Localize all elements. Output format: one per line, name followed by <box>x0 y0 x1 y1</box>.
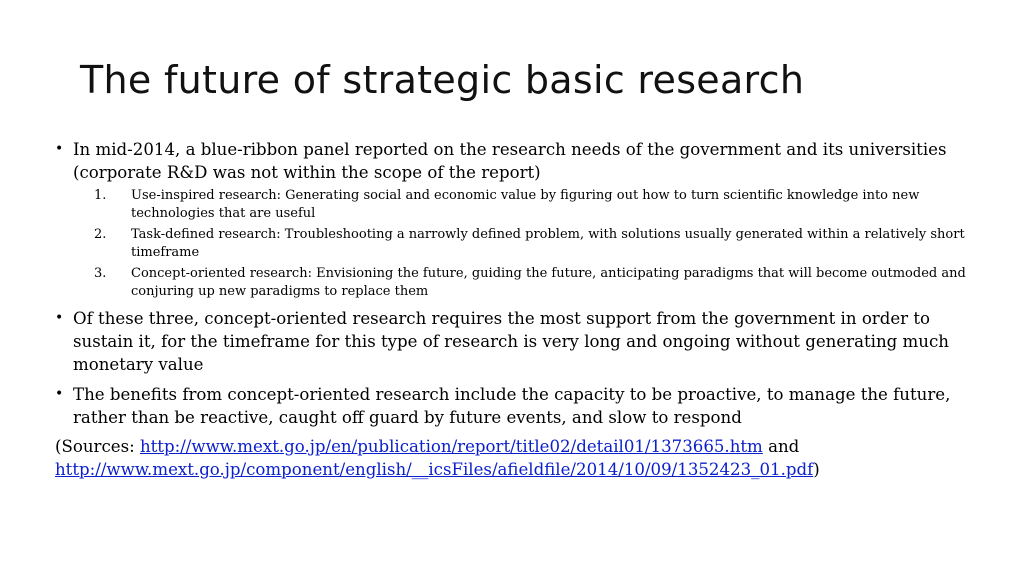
bullet-item <box>55 307 970 376</box>
item-text: Concept-oriented research: Envisioning the future, guiding the future, anticipating paradigms that will become outmoded and conjuring up new paradigms to replace them <box>131 266 966 299</box>
bullet-dot-icon: • <box>55 386 64 402</box>
numbered-item <box>55 226 970 262</box>
slide-body <box>55 138 970 481</box>
item-number: 3. <box>94 266 107 281</box>
sources-note <box>55 435 970 481</box>
source-link-1[interactable]: http://www.mext.go.jp/en/publication/report/title02/detail01/1373665.htm <box>139 437 763 456</box>
bullet-text: In mid-2014, a blue-ribbon panel reported on the research needs of the government and its universities (corporate R&D was not within the scope of the report) <box>73 140 947 182</box>
bullet-text: Of these three, concept-oriented research requires the most support from the government in order to sustain it, for the timeframe for this type of research is very long and ongoing without generating much monetary value <box>73 309 949 374</box>
item-text: Use-inspired research: Generating social and economic value by figuring out how to turn scientific knowledge into new technologies that are useful <box>131 188 920 221</box>
sources-and: and <box>762 437 800 456</box>
item-number: 2. <box>94 227 107 242</box>
sources-prefix: (Sources: <box>55 437 140 456</box>
numbered-list <box>55 187 970 301</box>
item-number: 1. <box>94 188 107 203</box>
numbered-item <box>55 265 970 301</box>
bullet-dot-icon: • <box>55 310 64 326</box>
numbered-item <box>55 187 970 223</box>
item-text: Task-defined research: Troubleshooting a narrowly defined problem, with solutions usually generated within a relatively short timeframe <box>131 227 965 260</box>
bullet-item <box>55 383 970 429</box>
bullet-item <box>55 138 970 184</box>
bullet-text: The benefits from concept-oriented research include the capacity to be proactive, to manage the future, rather than be reactive, caught off guard by future events, and slow to respond <box>73 385 951 427</box>
bullet-dot-icon: • <box>55 141 64 157</box>
source-link-2[interactable]: http://www.mext.go.jp/component/english/__icsFiles/afieldfile/2014/10/09/1352423_01.pdf <box>55 460 814 479</box>
slide-title: The future of strategic basic research <box>80 58 805 102</box>
sources-suffix: ) <box>813 460 820 479</box>
